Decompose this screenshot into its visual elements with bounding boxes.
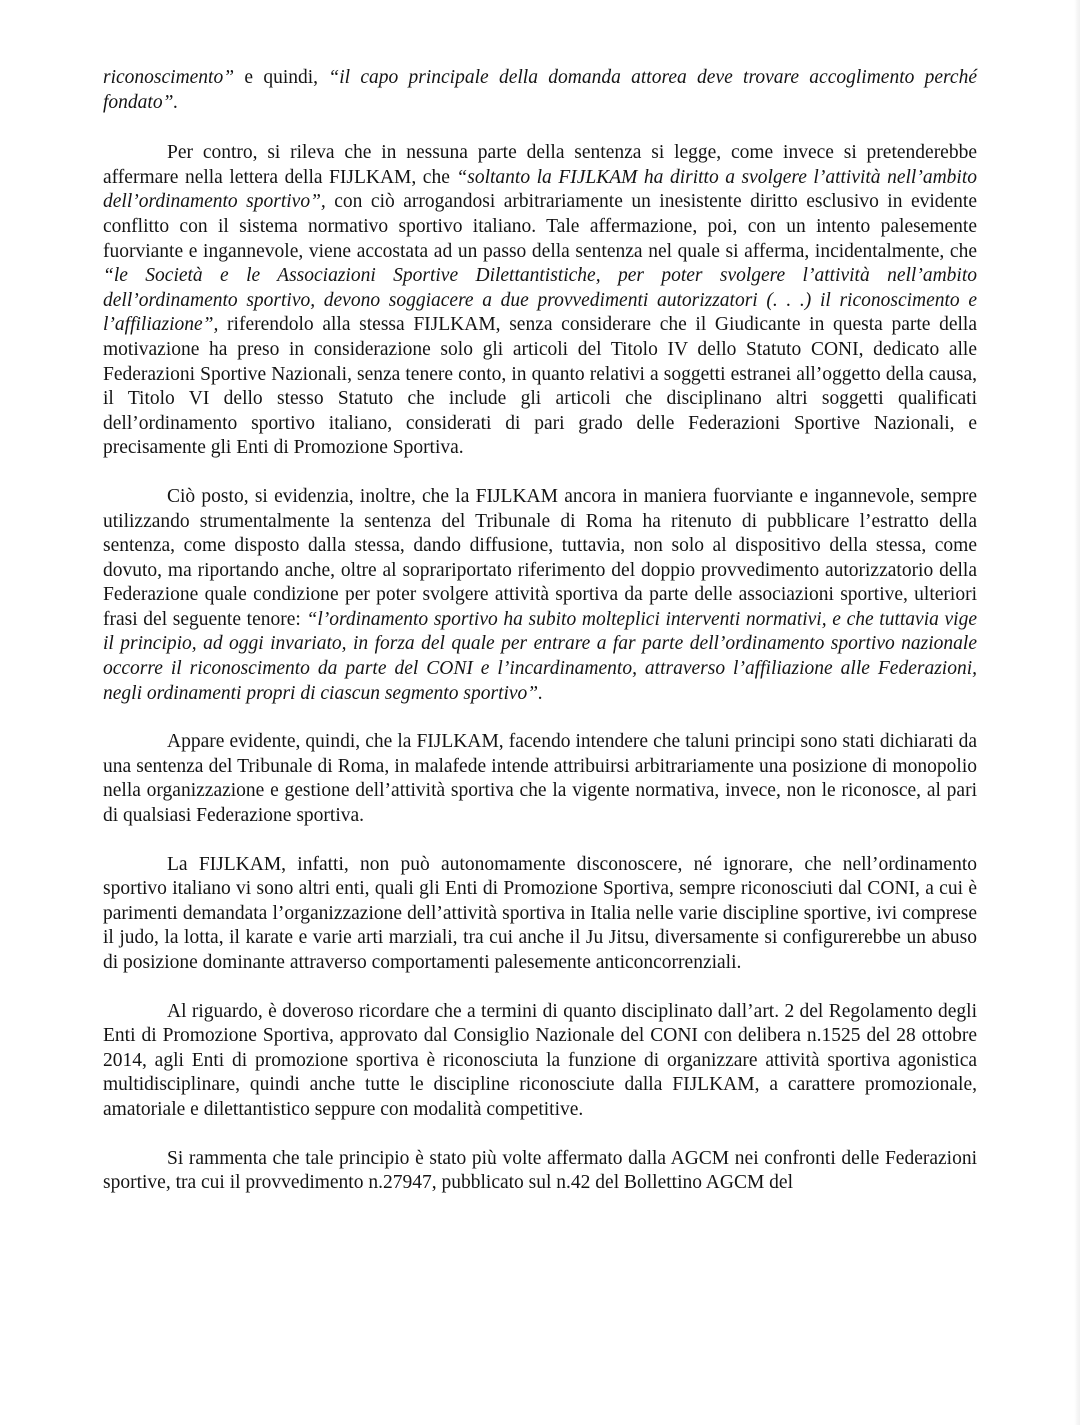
paragraph-text: riferendolo alla stessa FIJLKAM, senza considerare che il Giudicante in questa parte della motivazione ha preso in considerazione solo gli articoli del Titolo IV dello Statuto CONI, dedicato alle Federazioni Sportive Nazionali, senza tenere conto, in quanto relativi a soggetti estranei all’oggetto della causa, il Titolo VI dello stesso Statuto che include gli articoli che disciplinano altri soggetti qualificati dell’ordinamento sportivo italiano, considerati di pari grado delle Federazioni Sportive Nazionali, e precisamente gli Enti di Promozione Sportiva. xyxy=(103,314,977,459)
paragraph-text: Appare evidente, quindi, che la FIJLKAM, facendo intendere che taluni principi sono stati dichiarati da una sentenza del Tribunale di Roma, in malafede intende attribuirsi arbitrariamente una posizione di monopolio nella organizzazione e gestione dell’attività sportiva che la vigente normativa, invece, non le riconosce, al pari di qualsiasi Federazione sportiva. xyxy=(103,731,977,827)
quoted-text: “soltanto la FIJLKAM ha diritto a svolgere l’attività nell’ambito dell’ordinamento sportivo”, xyxy=(103,166,977,213)
paragraph xyxy=(103,66,977,115)
scan-edge xyxy=(1074,0,1080,1425)
quoted-text: “il capo principale della domanda attorea deve trovare accoglimento perché fondato”. xyxy=(103,67,977,113)
paragraph-text: La FIJLKAM, infatti, non può autonomamente disconoscere, né ignorare, che nell’ordinamento sportivo italiano vi sono altri enti, quali gli Enti di Promozione Sportiva, sempre riconosciuti dal CONI, a cui è parimenti demandata l’organizzazione dell’attività sportiva in Italia nelle varie discipline sportive, ivi comprese il judo, la lotta, il karate e varie arti marziali, tra cui anche il Ju Jitsu, diversamente si configurerebbe un abuso di posizione dominante attraverso comportamenti palesemente anticoncorrenziali. xyxy=(103,853,977,973)
paragraph xyxy=(103,730,977,828)
document-body xyxy=(103,66,977,1196)
paragraph-text: e quindi, xyxy=(234,67,329,88)
paragraph xyxy=(103,1147,977,1196)
paragraph-text: Per contro, si rileva che in nessuna parte della sentenza si legge, come invece si pretenderebbe affermare nella lettera della FIJLKAM, che xyxy=(103,142,977,188)
quoted-text: “l’ordinamento sportivo ha subito molteplici interventi normativi, e che tuttavia vige il principio, ad oggi invariato, in forza del quale per entrare a far parte dell’ordinamento sportivo nazionale occorre il riconoscimento da parte del CONI e l’incardinamento, attraverso l’affiliazione alle Federazioni, negli ordinamenti propri di ciascun segmento sportivo”. xyxy=(103,608,977,704)
paragraph-text: Si rammenta che tale principio è stato più volte affermato dalla AGCM nei confronti delle Federazioni sportive, tra cui il provvedimento n.27947, pubblicato sul n.42 del Bollettino AGCM del xyxy=(103,1147,977,1194)
paragraph-text: con ciò arrogandosi arbitrariamente un inesistente diritto esclusivo in evidente conflitto con il sistema normativo sportivo italiano. Tale affermazione, poi, con un intento palesemente fuorviante e ingannevole, viene accostata ad un passo della sentenza nel quale si afferma, incidentalmente, che xyxy=(103,191,977,262)
paragraph-text: Al riguardo, è doveroso ricordare che a termini di quanto disciplinato dall’art. 2 del Regolamento degli Enti di Promozione Sportiva, approvato dal Consiglio Nazionale del CONI con delibera n.1525 del 28 ottobre 2014, agli Enti di promozione sportiva è riconosciuta la funzione di organizzare attività sportiva agonistica multidisciplinare, quindi anche tutte le discipline riconosciute dalla FIJLKAM, a carattere promozionale, amatoriale e dilettantistico seppure con modalità competitive. xyxy=(103,1000,977,1120)
paragraph xyxy=(103,1000,977,1123)
paragraph xyxy=(103,485,977,706)
paragraph xyxy=(103,853,977,976)
quoted-text: “le Società e le Associazioni Sportive Dilettantistiche, per poter svolgere l’attività nell’ambito dell’ordinamento sportivo, devono soggiacere a due provvedimenti autorizzatori (. . .) il riconoscimento e l’affiliazione”, xyxy=(103,265,977,336)
quoted-text: riconoscimento” xyxy=(103,67,235,88)
paragraph xyxy=(103,141,977,461)
paragraph-text: Ciò posto, si evidenzia, inoltre, che la FIJLKAM ancora in maniera fuorviante e ingannevole, sempre utilizzando strumentalmente la sentenza del Tribunale di Roma ha ritenuto di pubblicare l’estratto della sentenza, come disposto dalla stessa, dando diffusione, tuttavia, non solo al dispositivo della stessa, come dovuto, ma riportando anche, oltre al soprariportato riferimento del doppio provvedimento autorizzatorio della Federazione quale condizione per poter svolgere attività sportiva da parte delle associazioni sportive, ulteriori frasi del seguente tenore: xyxy=(103,485,977,630)
